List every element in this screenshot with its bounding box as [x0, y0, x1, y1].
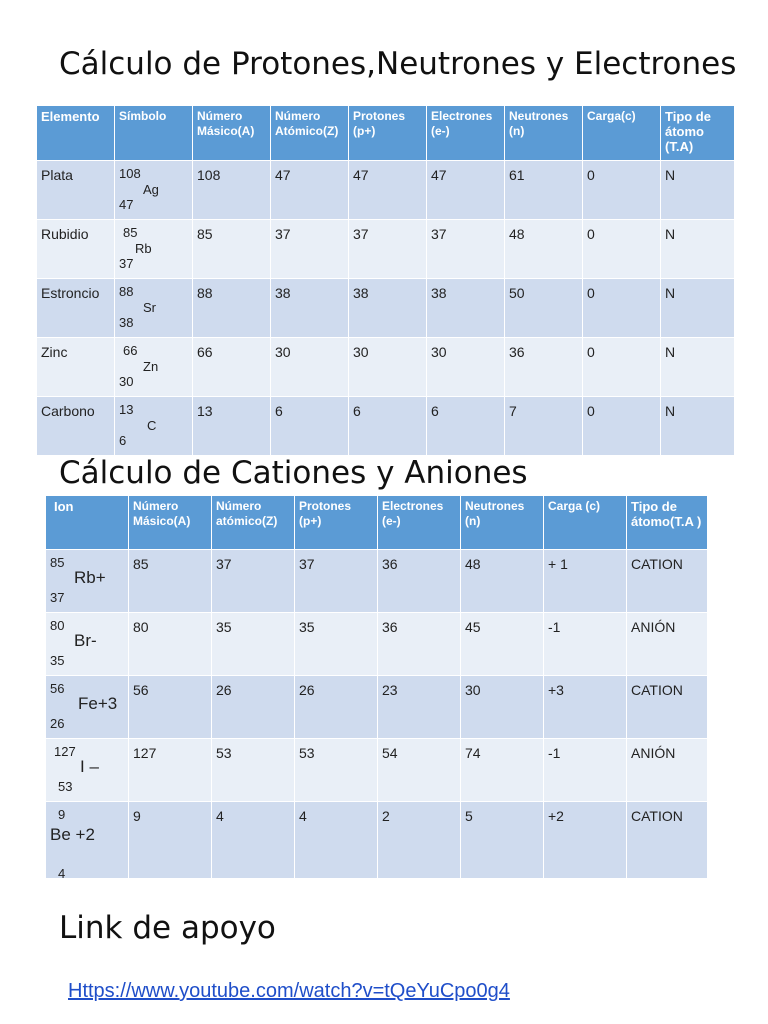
- mass-number: 13: [119, 402, 134, 417]
- cell-neutrons: 74: [461, 739, 544, 802]
- header-electrones: Electrones (e-): [427, 106, 505, 161]
- cell-atom-type: CATION: [627, 802, 708, 879]
- protons-table-header: [37, 106, 735, 161]
- cell-electrons: 23: [378, 676, 461, 739]
- element-symbol: Ag: [143, 182, 159, 197]
- cell-neutrons: 30: [461, 676, 544, 739]
- element-name: Carbono: [37, 397, 115, 456]
- cell-atomic-number: 37: [212, 550, 295, 613]
- mass-number: 127: [54, 744, 76, 759]
- element-symbol: Rb: [135, 241, 152, 256]
- cell-neutrons: 61: [505, 161, 583, 220]
- cell-protons: 47: [349, 161, 427, 220]
- cell-atom-type: ANIÓN: [627, 739, 708, 802]
- mass-number: 56: [50, 681, 65, 696]
- cell-mass-number: 127: [129, 739, 212, 802]
- header-tipo-atomo: Tipo de átomo (T.A): [661, 106, 735, 161]
- cell-charge: 0: [583, 161, 661, 220]
- cell-charge: + 1: [544, 550, 627, 613]
- atomic-number: 6: [119, 433, 127, 448]
- cell-protons: 35: [295, 613, 378, 676]
- cell-protons: 37: [349, 220, 427, 279]
- cell-charge: 0: [583, 220, 661, 279]
- cell-atom-type: ANIÓN: [627, 613, 708, 676]
- cell-mass-number: 13: [193, 397, 271, 456]
- ion-notation: [46, 550, 129, 613]
- table-row: [46, 802, 708, 879]
- header-numero-atomico: Número Atómico(Z): [271, 106, 349, 161]
- cell-atomic-number: 30: [271, 338, 349, 397]
- mass-number: 85: [50, 555, 65, 570]
- cell-neutrons: 7: [505, 397, 583, 456]
- cell-atomic-number: 47: [271, 161, 349, 220]
- cell-neutrons: 36: [505, 338, 583, 397]
- header-neutrones: Neutrones (n): [505, 106, 583, 161]
- atomic-number: 37: [50, 590, 65, 605]
- atomic-number: 26: [50, 716, 65, 731]
- ion-symbol: Be +2: [50, 825, 95, 844]
- header-elemento: Elemento: [37, 106, 115, 161]
- mass-number: 85: [123, 225, 138, 240]
- cell-atom-type: N: [661, 279, 735, 338]
- cell-electrons: 38: [427, 279, 505, 338]
- cell-protons: 26: [295, 676, 378, 739]
- atomic-number: 47: [119, 197, 134, 212]
- ion-symbol: Rb+: [74, 568, 106, 587]
- table-row: [46, 613, 708, 676]
- cell-electrons: 54: [378, 739, 461, 802]
- cell-atom-type: N: [661, 220, 735, 279]
- element-name: Estroncio: [37, 279, 115, 338]
- cell-atomic-number: 35: [212, 613, 295, 676]
- element-name: Zinc: [37, 338, 115, 397]
- header-protones: Protones (p+): [295, 496, 378, 550]
- cell-electrons: 6: [427, 397, 505, 456]
- header-electrones: Electrones (e-): [378, 496, 461, 550]
- header-protones: Protones (p+): [349, 106, 427, 161]
- element-symbol-notation: [115, 279, 193, 338]
- cell-protons: 38: [349, 279, 427, 338]
- cell-atomic-number: 37: [271, 220, 349, 279]
- cell-protons: 37: [295, 550, 378, 613]
- cell-mass-number: 80: [129, 613, 212, 676]
- cell-atomic-number: 38: [271, 279, 349, 338]
- cell-atomic-number: 4: [212, 802, 295, 879]
- atomic-number: 37: [119, 256, 134, 271]
- cell-atom-type: CATION: [627, 550, 708, 613]
- mass-number: 88: [119, 284, 134, 299]
- mass-number: 66: [123, 343, 138, 358]
- ion-notation: [46, 613, 129, 676]
- protons-table: [36, 105, 735, 456]
- cell-charge: 0: [583, 397, 661, 456]
- header-numero-atomico: Número atómico(Z): [212, 496, 295, 550]
- cell-charge: -1: [544, 739, 627, 802]
- section1-title: Cálculo de Protones,Neutrones y Electrones: [59, 46, 737, 82]
- atomic-number: 38: [119, 315, 134, 330]
- cell-neutrons: 50: [505, 279, 583, 338]
- cell-protons: 6: [349, 397, 427, 456]
- cell-charge: +3: [544, 676, 627, 739]
- cell-neutrons: 48: [461, 550, 544, 613]
- atomic-number: 4: [58, 866, 66, 881]
- ions-table-header: [46, 496, 708, 550]
- cell-mass-number: 66: [193, 338, 271, 397]
- header-numero-masico: Número Másico(A): [193, 106, 271, 161]
- header-ion: Ion: [46, 496, 129, 550]
- cell-mass-number: 88: [193, 279, 271, 338]
- cell-protons: 30: [349, 338, 427, 397]
- cell-electrons: 36: [378, 613, 461, 676]
- cell-mass-number: 85: [129, 550, 212, 613]
- header-carga: Carga (c): [544, 496, 627, 550]
- table-row: [46, 676, 708, 739]
- cell-neutrons: 45: [461, 613, 544, 676]
- cell-atom-type: CATION: [627, 676, 708, 739]
- cell-atomic-number: 26: [212, 676, 295, 739]
- mass-number: 9: [58, 807, 66, 822]
- table-row: [37, 338, 735, 397]
- cell-atomic-number: 53: [212, 739, 295, 802]
- cell-electrons: 37: [427, 220, 505, 279]
- element-symbol: Sr: [143, 300, 156, 315]
- element-symbol: Zn: [143, 359, 159, 374]
- cell-neutrons: 5: [461, 802, 544, 879]
- table-row: [37, 397, 735, 456]
- header-simbolo: Símbolo: [115, 106, 193, 161]
- cell-atom-type: N: [661, 338, 735, 397]
- cell-electrons: 47: [427, 161, 505, 220]
- cell-charge: 0: [583, 279, 661, 338]
- cell-atomic-number: 6: [271, 397, 349, 456]
- element-name: Plata: [37, 161, 115, 220]
- cell-electrons: 36: [378, 550, 461, 613]
- table-row: [46, 550, 708, 613]
- section3-title: Link de apoyo: [59, 910, 276, 946]
- element-symbol: C: [147, 418, 157, 433]
- ion-symbol: Fe+3: [78, 694, 118, 713]
- cell-charge: -1: [544, 613, 627, 676]
- cell-atom-type: N: [661, 397, 735, 456]
- cell-atom-type: N: [661, 161, 735, 220]
- element-symbol-notation: [115, 220, 193, 279]
- header-carga: Carga(c): [583, 106, 661, 161]
- atomic-number: 35: [50, 653, 65, 668]
- ion-notation: [46, 802, 129, 879]
- ion-symbol: I –: [80, 757, 99, 776]
- ion-notation: [46, 676, 129, 739]
- table-row: [37, 279, 735, 338]
- mass-number: 108: [119, 166, 141, 181]
- cell-charge: 0: [583, 338, 661, 397]
- cell-electrons: 2: [378, 802, 461, 879]
- header-neutrones: Neutrones (n): [461, 496, 544, 550]
- element-symbol-notation: [115, 338, 193, 397]
- cell-charge: +2: [544, 802, 627, 879]
- cell-protons: 53: [295, 739, 378, 802]
- table-row: [46, 739, 708, 802]
- atomic-number: 30: [119, 374, 134, 389]
- element-name: Rubidio: [37, 220, 115, 279]
- cell-mass-number: 9: [129, 802, 212, 879]
- atomic-number: 53: [58, 779, 73, 794]
- ion-notation: [46, 739, 129, 802]
- header-tipo-atomo: Tipo de átomo(T.A ): [627, 496, 708, 550]
- cell-mass-number: 85: [193, 220, 271, 279]
- cell-mass-number: 56: [129, 676, 212, 739]
- element-symbol-notation: [115, 397, 193, 456]
- element-symbol-notation: [115, 161, 193, 220]
- cell-mass-number: 108: [193, 161, 271, 220]
- cell-protons: 4: [295, 802, 378, 879]
- header-numero-masico: Número Másico(A): [129, 496, 212, 550]
- table-row: [37, 220, 735, 279]
- section2-title: Cálculo de Cationes y Aniones: [59, 455, 528, 491]
- table-row: [37, 161, 735, 220]
- ion-symbol: Br-: [74, 631, 97, 650]
- youtube-link[interactable]: Https://www.youtube.com/watch?v=tQeYuCpo0g4: [68, 980, 510, 1002]
- cell-electrons: 30: [427, 338, 505, 397]
- ions-table: [45, 495, 708, 879]
- cell-neutrons: 48: [505, 220, 583, 279]
- mass-number: 80: [50, 618, 65, 633]
